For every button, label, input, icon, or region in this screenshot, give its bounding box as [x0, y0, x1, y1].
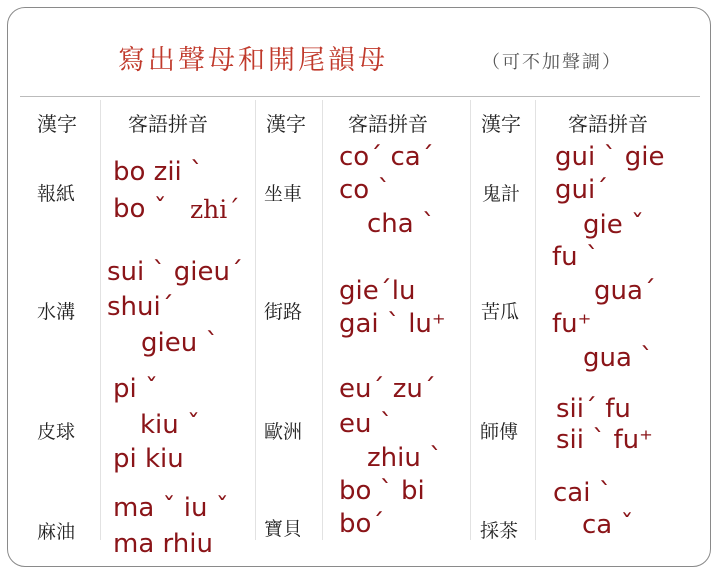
- pinyin-line: co´ ca´: [339, 142, 434, 172]
- row-hanzi: 坐車: [264, 183, 303, 205]
- pinyin-line: bo zii ˋ: [113, 157, 204, 187]
- pinyin-line: sui ˋ gieu´: [107, 257, 243, 287]
- row-hanzi: 鬼計: [482, 183, 521, 205]
- row-hanzi: 水溝: [37, 301, 76, 323]
- pinyin-line: cha ˋ: [367, 209, 435, 239]
- pinyin-line: gieu ˋ: [141, 328, 219, 358]
- column-divider: [255, 100, 256, 540]
- pinyin-line: fu ˋ: [552, 242, 599, 272]
- slide-subtitle: （可不加聲調）: [482, 52, 622, 73]
- pinyin-line: ca ˇ: [582, 510, 634, 540]
- column-divider: [322, 100, 323, 540]
- pinyin-line: ma ˇ iu ˇ: [113, 493, 229, 523]
- pinyin-line: gui´: [555, 175, 609, 205]
- row-hanzi: 歐洲: [264, 421, 303, 443]
- column-divider: [535, 100, 536, 540]
- row-hanzi: 街路: [264, 301, 303, 323]
- pinyin-line: shui´: [107, 292, 174, 322]
- pinyin-line: zhiu ˋ: [367, 443, 443, 473]
- pinyin-line: ma rhiu: [113, 529, 213, 559]
- pinyin-line: gie ˇ: [583, 210, 644, 240]
- pinyin-line: bo ˋ bi: [339, 476, 425, 506]
- pinyin-line: gui ˋ gie: [555, 142, 665, 172]
- pinyin-line: co ˋ: [339, 175, 391, 205]
- pinyin-line: pi kiu: [113, 444, 184, 474]
- pinyin-line: zhi´: [190, 195, 240, 224]
- pinyin-line: cai ˋ: [553, 478, 612, 508]
- pinyin-line: bo ˇ: [113, 194, 167, 224]
- pinyin-line: sii´ fu: [556, 394, 631, 424]
- row-hanzi: 麻油: [37, 521, 76, 543]
- header-hanzi-1: 漢字: [37, 112, 77, 136]
- pinyin-line: kiu ˇ: [140, 410, 201, 440]
- header-pinyin-1: 客語拼音: [128, 112, 208, 136]
- pinyin-line: eu´ zu´: [339, 374, 436, 404]
- header-rule: [20, 96, 700, 97]
- pinyin-line: sii ˋ fu⁺: [556, 425, 653, 455]
- row-hanzi: 皮球: [37, 421, 76, 443]
- row-hanzi: 報紙: [37, 183, 76, 205]
- pinyin-line: bo´: [339, 509, 385, 539]
- column-divider: [100, 100, 101, 540]
- column-divider: [470, 100, 471, 540]
- pinyin-line: gai ˋ lu⁺: [339, 309, 446, 339]
- pinyin-line: gie´lu: [339, 276, 416, 306]
- header-pinyin-3: 客語拼音: [568, 112, 648, 136]
- slide-title: 寫出聲母和開尾韻母: [118, 45, 388, 76]
- pinyin-line: eu ˋ: [339, 409, 393, 439]
- row-hanzi: 採茶: [480, 520, 519, 542]
- row-hanzi: 寶貝: [264, 518, 303, 540]
- header-hanzi-3: 漢字: [481, 112, 521, 136]
- pinyin-line: fu⁺: [552, 309, 592, 339]
- row-hanzi: 師傅: [480, 421, 519, 443]
- row-hanzi: 苦瓜: [481, 301, 520, 323]
- header-hanzi-2: 漢字: [266, 112, 306, 136]
- pinyin-line: gua´: [594, 276, 656, 306]
- pinyin-line: gua ˋ: [583, 343, 654, 373]
- header-pinyin-2: 客語拼音: [348, 112, 428, 136]
- pinyin-line: pi ˇ: [113, 374, 158, 404]
